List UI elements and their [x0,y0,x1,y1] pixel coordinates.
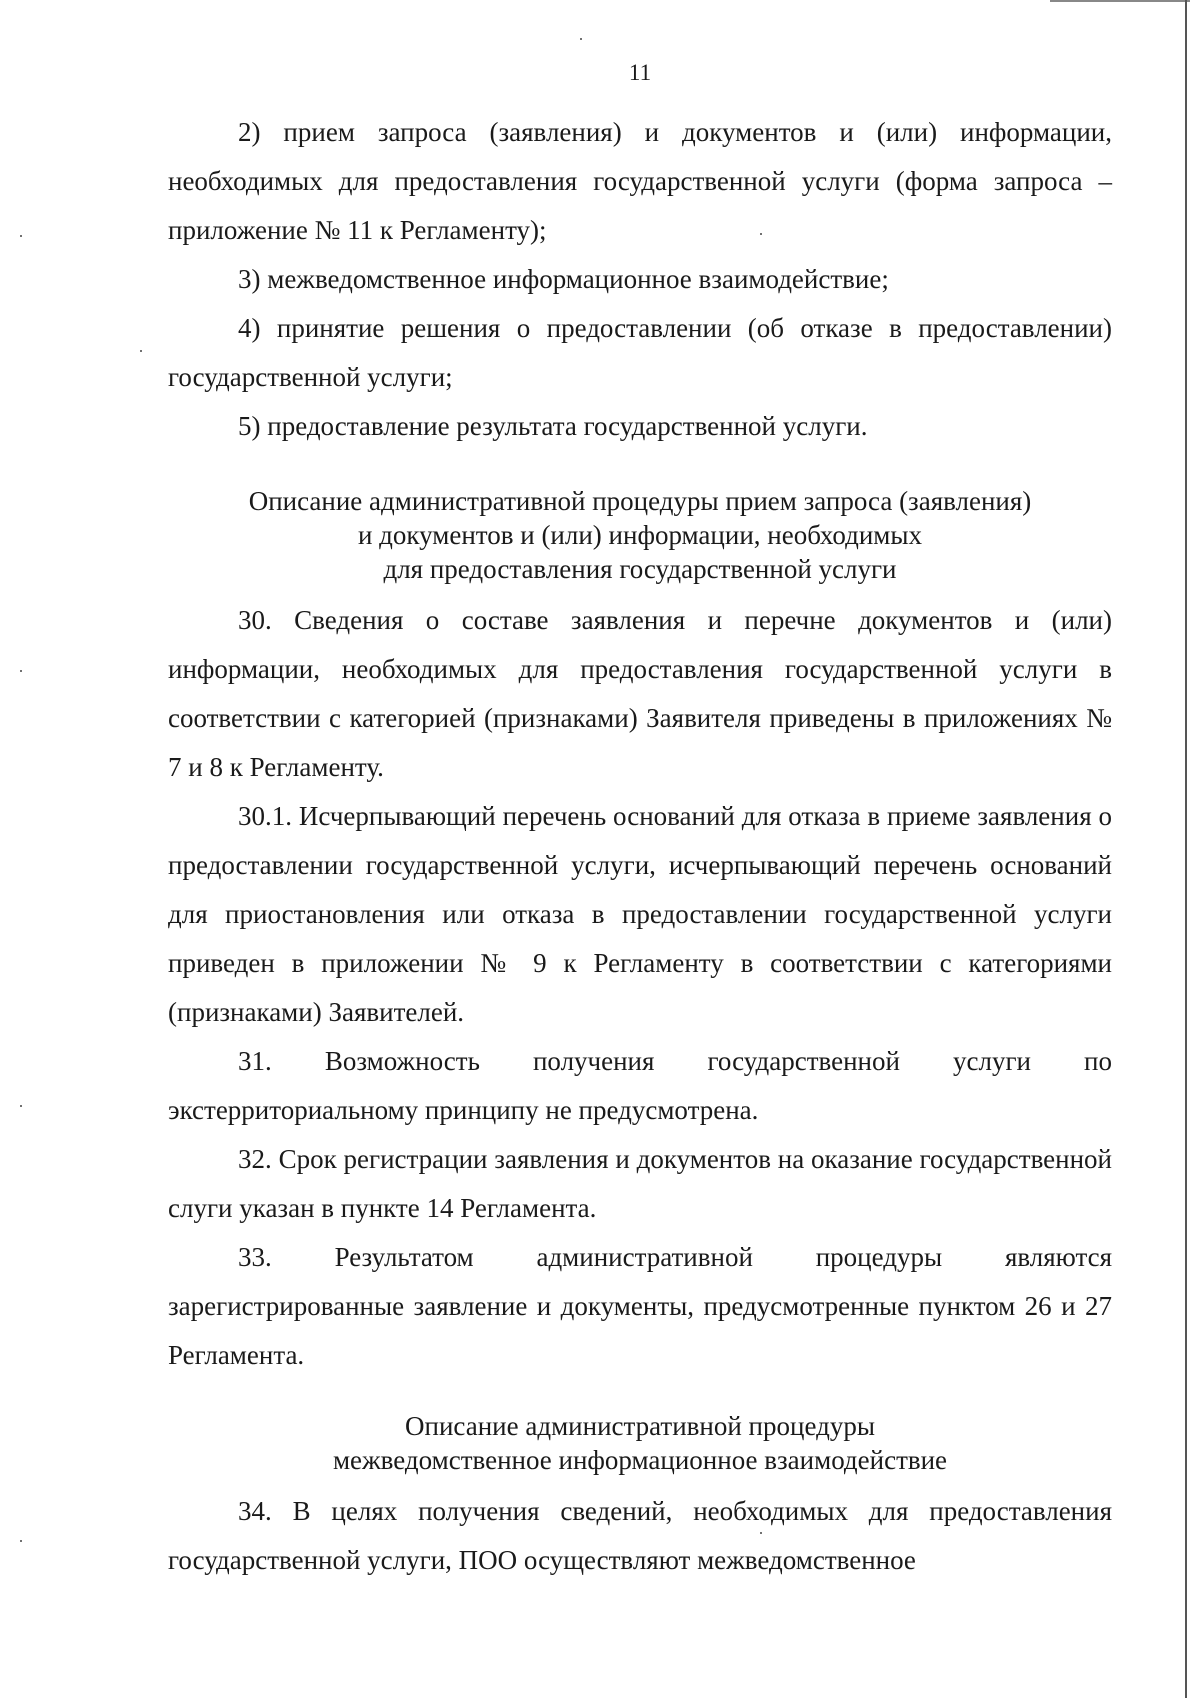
list-item-5: 5) предоставление результата государственной услуги. [238,411,868,441]
scan-speck [20,1540,22,1542]
scan-speck [20,670,22,672]
heading-line: и документов и (или) информации, необходимых [357,520,923,550]
clause-32: 32. Срок регистрации заявления и документов на оказание государственной слуги указан в пункте 14 Регламента. [168,1144,1112,1223]
list-item-4: 4) принятие решения о предоставлении (об отказе в предоставлении) государственной услуги; [168,313,1112,392]
section-heading-intake [168,484,1112,586]
clause-30: 30. Сведения о составе заявления и перечне документов и (или) информации, необходимых для предоставления государственной услуги в соответствии с категорией (признаками) Заявителя приведены в приложениях № 7 и 8 к Регламенту. [168,605,1112,782]
clause-34: 34. В целях получения сведений, необходимых для предоставления государственной услуги, ПОО осуществляют межведомственное [168,1496,1112,1575]
heading-line: Описание административной процедуры прием запроса (заявления) [248,486,1032,516]
intake-clauses [168,596,1112,1380]
scan-speck [140,350,142,352]
procedure-list [168,108,1112,451]
scan-right-edge [1185,0,1187,1698]
scan-speck [20,1105,22,1107]
interagency-clauses [168,1487,1112,1585]
scan-top-edge [1050,0,1190,2]
section-heading-interagency [168,1409,1112,1477]
scan-speck [760,233,762,235]
scan-speck [580,38,582,40]
page-number: 11 [628,60,652,85]
heading-line: межведомственное информационное взаимодействие [332,1445,948,1475]
list-item-2: 2) прием запроса (заявления) и документов и (или) информации, необходимых для предоставления государственной услуги (форма запроса – приложение № 11 к Регламенту); [168,117,1112,245]
heading-line: Описание административной процедуры [405,1411,875,1441]
list-item-3: 3) межведомственное информационное взаимодействие; [238,264,889,294]
clause-33: 33. Результатом административной процедуры являются зарегистрированные заявление и документы, предусмотренные пунктом 26 и 27 Регламента. [168,1242,1112,1370]
clause-31: 31. Возможность получения государственной услуги по экстерриториальному принципу не предусмотрена. [168,1046,1112,1125]
scan-speck [760,1532,762,1534]
heading-line: для предоставления государственной услуги [383,554,897,584]
scan-speck [20,235,22,237]
clause-30-1: 30.1. Исчерпывающий перечень оснований для отказа в приеме заявления о предоставлении государственной услуги, исчерпывающий перечень оснований для приостановления или отказа в предоставлении государственной услуги приведен в приложении № 9 к Регламенту в соответствии с категориями (признаками) Заявителей. [168,801,1112,1027]
